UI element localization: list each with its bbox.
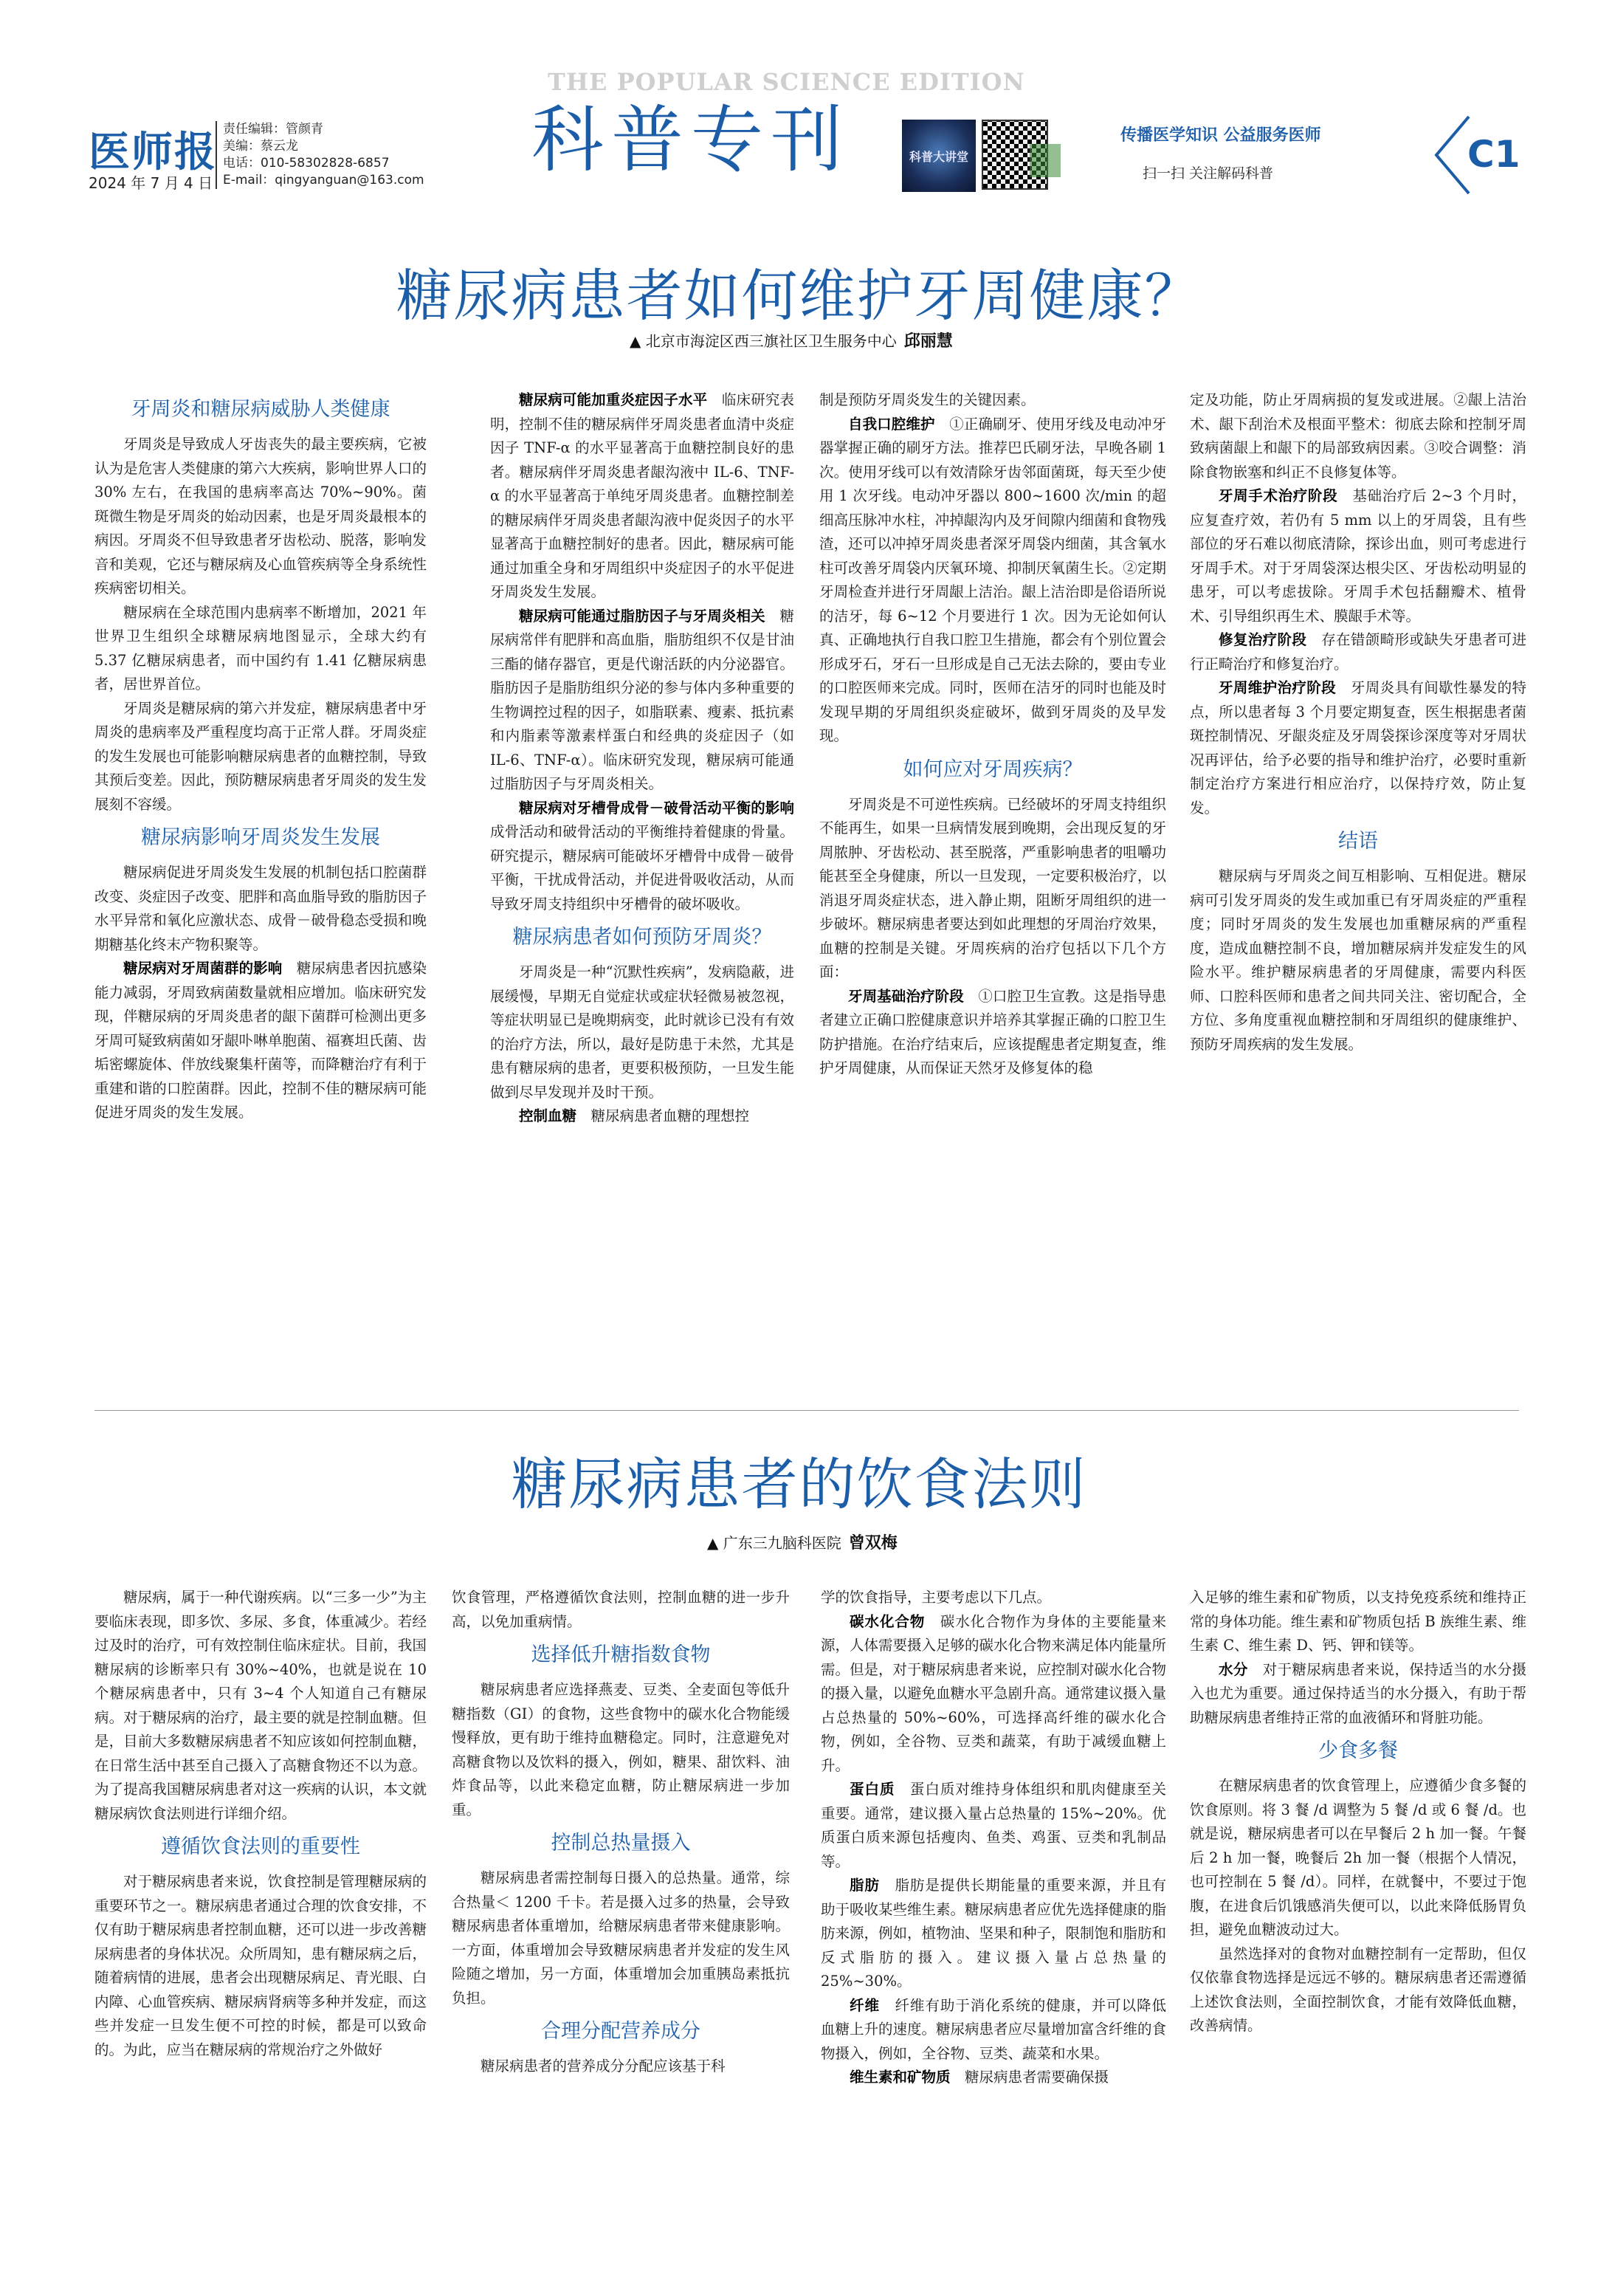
paragraph-body: 纤维有助于消化系统的健康，并可以降低血糖上升的速度。糖尿病患者应尽量增加富含纤维的食物摄入，例如，全谷物、豆类、蔬菜和水果。 [821, 1996, 1167, 2062]
paragraph: 糖尿病患者的营养成分分配应该基于科 [481, 2058, 726, 2075]
paragraph: 虽然选择对的食物对血糖控制有一定帮助，但仅仅依靠食物选择是远远不够的。糖尿病患者还需遵循上述饮食法则，全面控制饮食，才能有效降低血糖，改善病情。 [1190, 1945, 1526, 2034]
paragraph-lead: 糖尿病对牙槽骨成骨－破骨活动平衡的影响 [519, 799, 794, 817]
paragraph: 糖尿病患者需控制每日摄入的总热量。通常，综合热量＜ 1200 千卡。若是摄入过多的热量，会导致糖尿病患者体重增加，给糖尿病患者带来健康影响。一方面，体重增加会导致糖尿病患者并发症的发生风险随之增加，另一方面，体重增加会加重胰岛素抵抗负担。 [452, 1869, 790, 2007]
qr-decoration [1030, 144, 1061, 177]
section-heading: 选择低升糖指数食物 [531, 1643, 711, 1666]
editor: 责任编辑：管颜青 [223, 122, 323, 137]
paragraph [490, 1104, 794, 1129]
paragraph-lead: 蛋白质 [850, 1781, 895, 1798]
paragraph-lead: 水分 [1219, 1660, 1248, 1678]
issue-date: 2024 年 7 月 4 日 [89, 174, 213, 192]
paragraph-body: 对于糖尿病患者来说，保持适当的水分摄入也尤为重要。通过保持适当的水分摄入，有助于帮助糖尿病患者维持正常的血液循环和肾脏功能。 [1190, 1660, 1526, 1726]
paragraph-lead: 自我口腔维护 [848, 415, 935, 433]
section-heading: 如何应对牙周疾病？ [903, 757, 1083, 781]
paragraph-body: ①口腔卫生宣教。这是指导患者建立正确口腔健康意识并培养其掌握正确的口腔卫生防护措施。在治疗结束后，应该提醒患者定期复查，维护牙周健康，从而保证天然牙及修复体的稳 [819, 987, 1166, 1076]
paragraph: 对于糖尿病患者来说，饮食控制是管理糖尿病的重要环节之一。糖尿病患者通过合理的饮食安排，不仅有助于糖尿病患者控制血糖，还可以进一步改善糖尿病患者的身体状况。众所周知，患有糖尿病之后，随着病情的进展，患者会出现糖尿病足、青光眼、白内障、心血管疾病、糖尿病肾病等多种并发症，而这些并发症一旦发生便不可控的时候，都是可以致命的。为此，应当在糖尿病的常规治疗之外做好 [94, 1873, 427, 2058]
paragraph: 入足够的维生素和矿物质，以支持免疫系统和维持正常的身体功能。维生素和矿物质包括 B 族维生素、维生素 C、维生素 D、钙、钾和镁等。 [1190, 1589, 1526, 1654]
paragraph-lead: 控制血糖 [519, 1107, 577, 1124]
page-number: C1 [1467, 133, 1520, 176]
paragraph: 制是预防牙周炎发生的关键因素。 [819, 391, 1036, 408]
paragraph [490, 605, 794, 797]
article2-byline-author: 曾双梅 [848, 1534, 898, 1553]
article2-col1 [94, 1586, 427, 2062]
paragraph [819, 413, 1166, 749]
section-divider [94, 1410, 1519, 1411]
masthead [0, 0, 1598, 221]
section-heading: 合理分配营养成分 [541, 2020, 700, 2043]
paragraph-body: ①正确刷牙、使用牙线及电动冲牙器掌握正确的刷牙方法。推荐巴氏刷牙法，早晚各刷 1 次。使用牙线可以有效清除牙齿邻面菌斑，每天至少使用 1 次牙线。电动冲牙器以 800~1600 次/min 的超细高压脉冲水柱，冲掉龈沟内及牙间隙内细菌和食物残渣，还可以冲掉牙周炎患者深牙周袋内细菌，其含氧水柱可改善牙周袋内厌氧环境、抑制厌氧菌生长。②定期牙周检查并进行牙周龈上洁治。龈上洁治即是俗语所说的洁牙，每 6~12 个月要进行 1 次。因为无论如何认真、正确地执行自我口腔卫生措施，都会有个别位置会形成牙石，牙石一旦形成是自己无法去除的，要由专业的口腔医师来完成。同时，医师在洁牙的同时也能及时发现早期的牙周组织炎症破坏，做到牙周炎的及早发现。 [819, 415, 1166, 744]
paragraph: 牙周炎是不可逆性疾病。已经破坏的牙周支持组织不能再生，如果一旦病情发展到晚期，会出现反复的牙周脓肿、牙齿松动、甚至脱落，严重影响患者的咀嚼功能甚至全身健康，所以一旦发现，一定要积极治疗，以消退牙周炎症状态，进入静止期，阻断牙周组织的进一步破坏。糖尿病患者要达到如此理想的牙周治疗效果，血糖的控制是关键。牙周疾病的治疗包括以下几个方面： [819, 795, 1166, 980]
lecture-poster-image [902, 120, 976, 192]
paragraph [1190, 484, 1526, 628]
section-heading: 糖尿病影响牙周炎发生发展 [141, 826, 380, 849]
paragraph [821, 1874, 1166, 1994]
paragraph: 牙周炎是糖尿病的第六并发症，糖尿病患者中牙周炎的患病率及严重程度均高于正常人群。牙周炎症的发生发展也可能影响糖尿病患者的血糖控制，导致其预后变差。因此，预防糖尿病患者牙周炎的发生发展刻不容缓。 [94, 699, 427, 813]
paragraph-lead: 脂肪 [850, 1877, 880, 1894]
article1-byline-author: 邱丽慧 [903, 332, 953, 351]
poster-text: 科普大讲堂 [909, 150, 968, 164]
article1-col4 [1190, 388, 1526, 1056]
paragraph: 糖尿病，属于一种代谢疾病。以“三多一少”为主要临床表现，即多饮、多尿、多食，体重减少。若经过及时的治疗，可有效控制住临床症状。目前，我国糖尿病的诊断率只有 30%~40%，也就是说在 10 个糖尿病患者中，只有 3~4 个人知道自己有糖尿病。对于糖尿病的治疗，最主要的就是控制血糖。但是，目前大多数糖尿病患者不知应该如何控制血糖，在日常生活中甚至自己摄入了高糖食物还不以为意。为了提高我国糖尿病患者对这一疾病的认识，本文就糖尿病饮食法则进行详细介绍。 [94, 1589, 427, 1822]
article2-col3 [821, 1586, 1166, 2090]
section-heading: 少食多餐 [1318, 1739, 1398, 1762]
paragraph-lead: 糖尿病可能加重炎症因子水平 [519, 391, 708, 408]
scan-hint: 扫一扫 关注解码科普 [1143, 165, 1274, 182]
paragraph: 定及功能，防止牙周病损的复发或进展。②龈上洁治术、龈下刮治术及根面平整术：彻底去除和控制牙周致病菌龈上和龈下的局部致病因素。③咬合调整：消除食物嵌塞和纠正不良修复体等。 [1190, 391, 1526, 481]
paragraph-lead: 牙周维护治疗阶段 [1219, 679, 1336, 696]
paragraph: 糖尿病患者应选择燕麦、豆类、全麦面包等低升糖指数（GI）的食物，这些食物中的碳水化合物能缓慢释放，更有助于维持血糖稳定。同时，注意避免对高糖食物以及饮料的摄入，例如，糖果、甜饮料、油炸食品等，以此来稳定血糖，防止糖尿病进一步加重。 [452, 1681, 790, 1818]
edition-english: THE POPULAR SCIENCE EDITION [548, 68, 1025, 96]
article1-byline-org: ▲ 北京市海淀区西三旗社区卫生服务中心 [630, 332, 897, 350]
designer: 美编：蔡云龙 [223, 139, 298, 154]
paragraph-lead: 维生素和矿物质 [850, 2069, 951, 2086]
paragraph-body: 牙周炎具有间歇性暴发的特点，所以患者每 3 个月要定期复查，医生根据患者菌斑控制情况、牙龈炎症及牙周袋探诊深度等对牙周状况再评估，给予必要的指导和维护治疗，必要时重新制定治疗方案进行相应治疗，以保持疗效，防止复发。 [1190, 679, 1526, 817]
paragraph: 牙周炎是导致成人牙齿丧失的最主要疾病，它被认为是危害人类健康的第六大疾病，影响世界人口的 30% 左右，在我国的患病率高达 70%~90%。菌斑微生物是牙周炎的始动因素，也是牙周炎最根本的病因。牙周炎不但导致患者牙齿松动、脱落，影响发音和美观，它还与糖尿病及心血管疾病等全身系统性疾病密切相关。 [94, 436, 427, 597]
paragraph [819, 985, 1166, 1081]
article2-title: 糖尿病患者的饮食法则 [511, 1451, 1087, 1517]
paragraph [490, 797, 794, 917]
paragraph-lead: 糖尿病对牙周菌群的影响 [123, 960, 283, 977]
paragraph-lead: 修复治疗阶段 [1219, 631, 1307, 648]
paragraph-body: 成骨活动和破骨活动的平衡维持着健康的骨量。研究提示，糖尿病可能破坏牙槽骨中成骨－破骨平衡，干扰成骨活动，并促进骨吸收活动，从而导致牙周支持组织中牙槽骨的破坏吸收。 [490, 823, 794, 912]
article2-byline [707, 1530, 898, 1553]
paragraph-body: 糖尿病常伴有肥胖和高血脂，脂肪组织不仅是甘油三酯的储存器官，更是代谢活跃的内分泌器官。脂肪因子是脂肪组织分泌的参与体内多种重要的生物调控过程的因子，如脂联素、瘦素、抵抗素和内脂素等激素样蛋白和经典的炎症因子（如 IL-6、TNF-α）。临床研究发现，糖尿病可能通过脂肪因子与牙周炎相关。 [490, 607, 794, 792]
edition-title: 科普专刊 [531, 98, 851, 182]
paragraph-lead: 纤维 [850, 1996, 880, 2014]
paragraph: 饮食管理，严格遵循饮食法则，控制血糖的进一步升高，以免加重病情。 [452, 1589, 790, 1630]
article1-byline [630, 329, 953, 351]
paragraph-lead: 碳水化合物 [850, 1612, 926, 1630]
paragraph-body: 临床研究表明，控制不佳的糖尿病伴牙周炎患者血清中炎症因子 TNF-α 的水平显著高于血糖控制良好的患者。糖尿病伴牙周炎患者龈沟液中 IL-6、TNF-α 的水平显著高于单纯牙周炎患者。血糖控制差的糖尿病伴牙周炎患者龈沟液中促炎因子的水平显著高于血糖控制好的患者。因此，糖尿病可能通过加重全身和牙周组织中炎症因子的水平促进牙周炎发生发展。 [490, 391, 794, 600]
paragraph-lead: 牙周基础治疗阶段 [848, 987, 964, 1005]
article2-byline-org: ▲ 广东三九脑科医院 [707, 1534, 841, 1552]
paragraph [821, 2066, 1166, 2090]
paragraph-body: 糖尿病患者因抗感染能力减弱，牙周致病菌数量就相应增加。临床研究发现，伴糖尿病的牙周炎患者的龈下菌群可检测出更多牙周可疑致病菌如牙龈卟啉单胞菌、福赛坦氏菌、齿垢密螺旋体、伴放线聚集杆菌等，而降糖治疗有利于重建和谐的口腔菌群。因此，控制不佳的糖尿病可能促进牙周炎的发生发展。 [94, 960, 427, 1121]
paragraph [490, 388, 794, 605]
newspaper-logo: 医师报 [89, 128, 217, 176]
paragraph-lead: 牙周手术治疗阶段 [1219, 487, 1338, 504]
paragraph [1190, 628, 1526, 676]
paragraph: 糖尿病与牙周炎之间互相影响、互相促进。糖尿病可引发牙周炎的发生或加重已有牙周炎症的严重程度；同时牙周炎的发生发展也加重糖尿病的严重程度，造成血糖控制不良，增加糖尿病并发症发生的风险水平。维护糖尿病患者的牙周健康，需要内科医师、口腔科医师和患者之间共同关注、密切配合，全方位、多角度重视血糖控制和牙周组织的健康维护、预防牙周疾病的发生发展。 [1190, 867, 1526, 1053]
phone: 电话：010-58302828-6857 [223, 156, 390, 171]
editor-info [216, 121, 424, 189]
paragraph [1190, 676, 1526, 820]
slogan: 传播医学知识 公益服务医师 [1120, 126, 1321, 145]
paragraph: 糖尿病在全球范围内患病率不断增加，2021 年世界卫生组织全球糖尿病地图显示，全球大约有 5.37 亿糖尿病患者，而中国约有 1.41 亿糖尿病患者，居世界首位。 [94, 603, 427, 692]
article2-col4 [1190, 1586, 1526, 2038]
section-heading: 控制总热量摄入 [551, 1832, 691, 1855]
paragraph [821, 1610, 1166, 1778]
paragraph: 牙周炎是一种“沉默性疾病”，发病隐蔽，进展缓慢，早期无自觉症状或症状轻微易被忽视，等症状明显已是晚期病变，此时就诊已没有有效的治疗方法，所以，最好是防患于未然，尤其是患有糖尿病的患者，更要积极预防，一旦发生能做到尽早发现并及时干预。 [490, 963, 794, 1101]
paragraph-lead: 糖尿病可能通过脂肪因子与牙周炎相关 [519, 607, 765, 625]
paragraph-body: 糖尿病患者血糖的理想控 [590, 1107, 750, 1124]
article1-col2 [490, 388, 794, 1129]
paragraph [821, 1778, 1166, 1874]
paragraph-body: 糖尿病患者需要确保摄 [965, 2069, 1109, 2086]
paragraph: 学的饮食指导，主要考虑以下几点。 [821, 1589, 1052, 1606]
section-heading: 牙周炎和糖尿病威胁人类健康 [131, 398, 390, 421]
paragraph-body: 存在错颌畸形或缺失牙患者可进行正畸治疗和修复治疗。 [1190, 631, 1526, 673]
email: E-mail：qingyanguan@163.com [223, 173, 424, 188]
paragraph: 在糖尿病患者的饮食管理上，应遵循少食多餐的饮食原则。将 3 餐 /d 调整为 5 餐 /d 或 6 餐 /d。也就是说，糖尿病患者可以在早餐后 2 h 加一餐。午餐后 2 h 加一餐，晚餐后 2h 加一餐（根据个人情况，也可控制在 5 餐 /d）。同样，在就餐中，不要过于饱腹，在进食后饥饿感消失便可以，以此来降低肠胃负担，避免血糖波动过大。 [1190, 1777, 1526, 1938]
paragraph-body: 碳水化合物作为身体的主要能量来源，人体需要摄入足够的碳水化合物来满足体内能量所需。但是，对于糖尿病患者来说，应控制对碳水化合物的摄入量，以避免血糖水平急剧升高。通常建议摄入量占总热量的 50%~60%，可选择高纤维的碳水化合物，例如，全谷物、豆类和蔬菜，有助于减缓血糖上升。 [821, 1612, 1167, 1774]
section-heading: 结语 [1338, 830, 1378, 853]
paragraph-body: 脂肪是提供长期能量的重要来源，并且有助于吸收某些维生素。糖尿病患者应优先选择健康的脂肪来源，例如，植物油、坚果和种子，限制饱和脂肪和反式脂肪的摄入。建议摄入量占总热量的 25%~30%。 [821, 1877, 1167, 1990]
section-heading: 糖尿病患者如何预防牙周炎？ [512, 926, 772, 949]
paragraph: 糖尿病促进牙周炎发生发展的机制包括口腔菌群改变、炎症因子改变、肥胖和高血脂导致的脂肪因子水平异常和氧化应激状态、成骨－破骨稳态受损和晚期糖基化终末产物积聚等。 [94, 864, 427, 953]
paragraph-body: 蛋白质对维持身体组织和肌肉健康至关重要。通常，建议摄入量占总热量的 15%~20%。优质蛋白质来源包括瘦肉、鱼类、鸡蛋、豆类和乳制品等。 [821, 1781, 1166, 1870]
paragraph [94, 957, 427, 1125]
section-heading: 遵循饮食法则的重要性 [161, 1835, 360, 1858]
article1-title: 糖尿病患者如何维护牙周健康？ [396, 263, 1202, 329]
article1-col3 [819, 388, 1166, 1081]
paragraph-body: 基础治疗后 2~3 个月时，应复查疗效，若仍有 5 mm 以上的牙周袋，且有些部位的牙石难以彻底清除，探诊出血，则可考虑进行牙周手术。对于牙周袋深达根尖区、牙齿松动明显的患牙，可以考虑拔除。牙周手术包括翻瓣术、植骨术、引导组织再生术、膜龈手术等。 [1190, 487, 1526, 625]
article2-col2 [452, 1586, 790, 2079]
article1-col1 [94, 388, 427, 1125]
paragraph [1190, 1658, 1526, 1730]
paragraph [821, 1994, 1166, 2066]
